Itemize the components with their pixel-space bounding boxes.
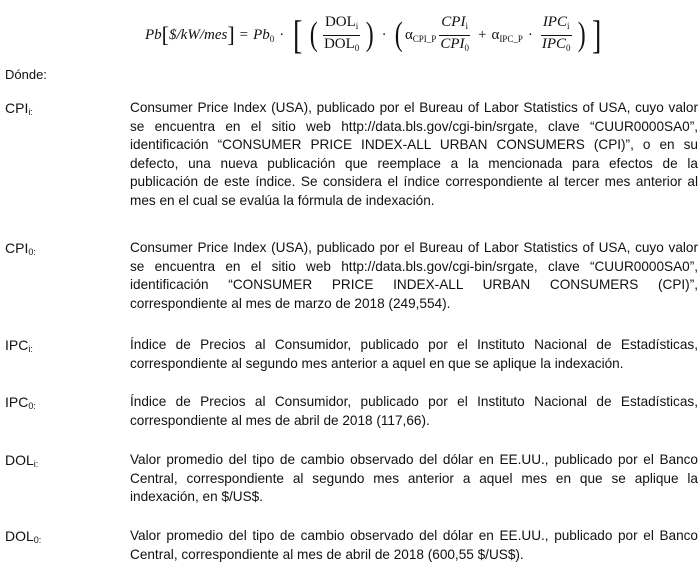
formula-lhs: Pb	[145, 26, 162, 43]
definition-description: Índice de Precios al Consumidor, publicado por el Instituto Nacional de Estadísticas, correspondiente al mes de abril de 2018 (117,66).	[130, 394, 698, 428]
formula-big-bracket-open: [	[293, 12, 303, 57]
formula-ipc-fraction: $\frac{IPC_i}{IPC_0}$	[541, 13, 571, 53]
definition-description: Valor promedio del tipo de cambio observado del dólar en EE.UU., publicado por el Banco Central, correspondiente al mes de abril de 2018 (600,55 $/US$).	[130, 528, 698, 562]
definition-description: Consumer Price Index (USA), publicado por el Bureau of Labor Statistics of USA, cuyo valor se encuentra en el sitio web http://data.bls.gov/cgi-bin/srgate, clave “CUUR0000SA0”, identificación “CONSUMER PRICE INDEX-ALL URBAN CONSUMERS (CPI)”, o en su defecto, una nueva publicación que reemplace a la mencionada para efectos de la publicación de este índice. Se considera el índice correspondiente al tercer mes anterior al mes en el cual se evalúa la fórmula de indexación.	[130, 100, 698, 208]
definition-term: CPIi:	[5, 100, 33, 117]
formula-paren-open-2: (	[394, 16, 403, 53]
definition-term: CPI0:	[5, 240, 36, 257]
formula-dot-3: ·	[527, 26, 533, 43]
formula-bracket-close: ]	[227, 22, 235, 47]
formula-lhs-unit: $/kW/mes	[169, 26, 228, 43]
formula-pb0: $Pb_0$	[253, 26, 275, 44]
definition-term: IPCi:	[5, 337, 33, 354]
definition-term: IPC0:	[5, 394, 36, 411]
formula-equals: =	[239, 26, 249, 43]
definition-term: DOLi:	[5, 452, 39, 469]
formula-paren-open-1: (	[309, 16, 318, 53]
indexation-formula	[145, 6, 605, 64]
formula-bracket-open: [	[161, 22, 169, 47]
formula-alpha-ipc: $\alpha_{IPC\_P}$	[491, 26, 523, 44]
formula-dot-1: ·	[279, 26, 285, 43]
definition-description: Valor promedio del tipo de cambio observado del dólar en EE.UU., publicado por el Banco Central, correspondiente al segundo mes anterior a aquel mes en que se aplique la indexación, en $/US$.	[130, 452, 698, 505]
formula-dot-2: ·	[381, 26, 387, 43]
formula-dol-fraction: $\frac{DOL_i}{DOL_0}$	[323, 13, 360, 53]
formula-paren-close-1: )	[365, 16, 374, 53]
formula-plus: +	[477, 26, 487, 43]
formula-alpha-cpi: $\alpha_{CPI\_P}$	[404, 26, 437, 44]
formula-cpi-fraction: $\frac{CPI_i}{CPI_0}$	[440, 13, 469, 53]
definition-description: Índice de Precios al Consumidor, publicado por el Instituto Nacional de Estadísticas, correspondiente al segundo mes anterior a aquel en que se aplique la indexación.	[130, 337, 698, 371]
formula-big-bracket-close: ]	[591, 12, 602, 57]
definition-description: Consumer Price Index (USA), publicado por el Bureau of Labor Statistics of USA, cuyo valor se encuentra en el sitio web http://data.bls.gov/cgi-bin/srgate, clave “CUUR0000SA0”, identificación “CONSUMER PRICE INDEX-ALL URBAN CONSUMERS (CPI)”, correspondiente al mes de marzo de 2018 (249,554).	[130, 240, 698, 311]
formula-paren-close-2: )	[577, 16, 586, 53]
donde-label: Dónde:	[5, 67, 47, 82]
definition-term: DOL0:	[5, 528, 42, 545]
